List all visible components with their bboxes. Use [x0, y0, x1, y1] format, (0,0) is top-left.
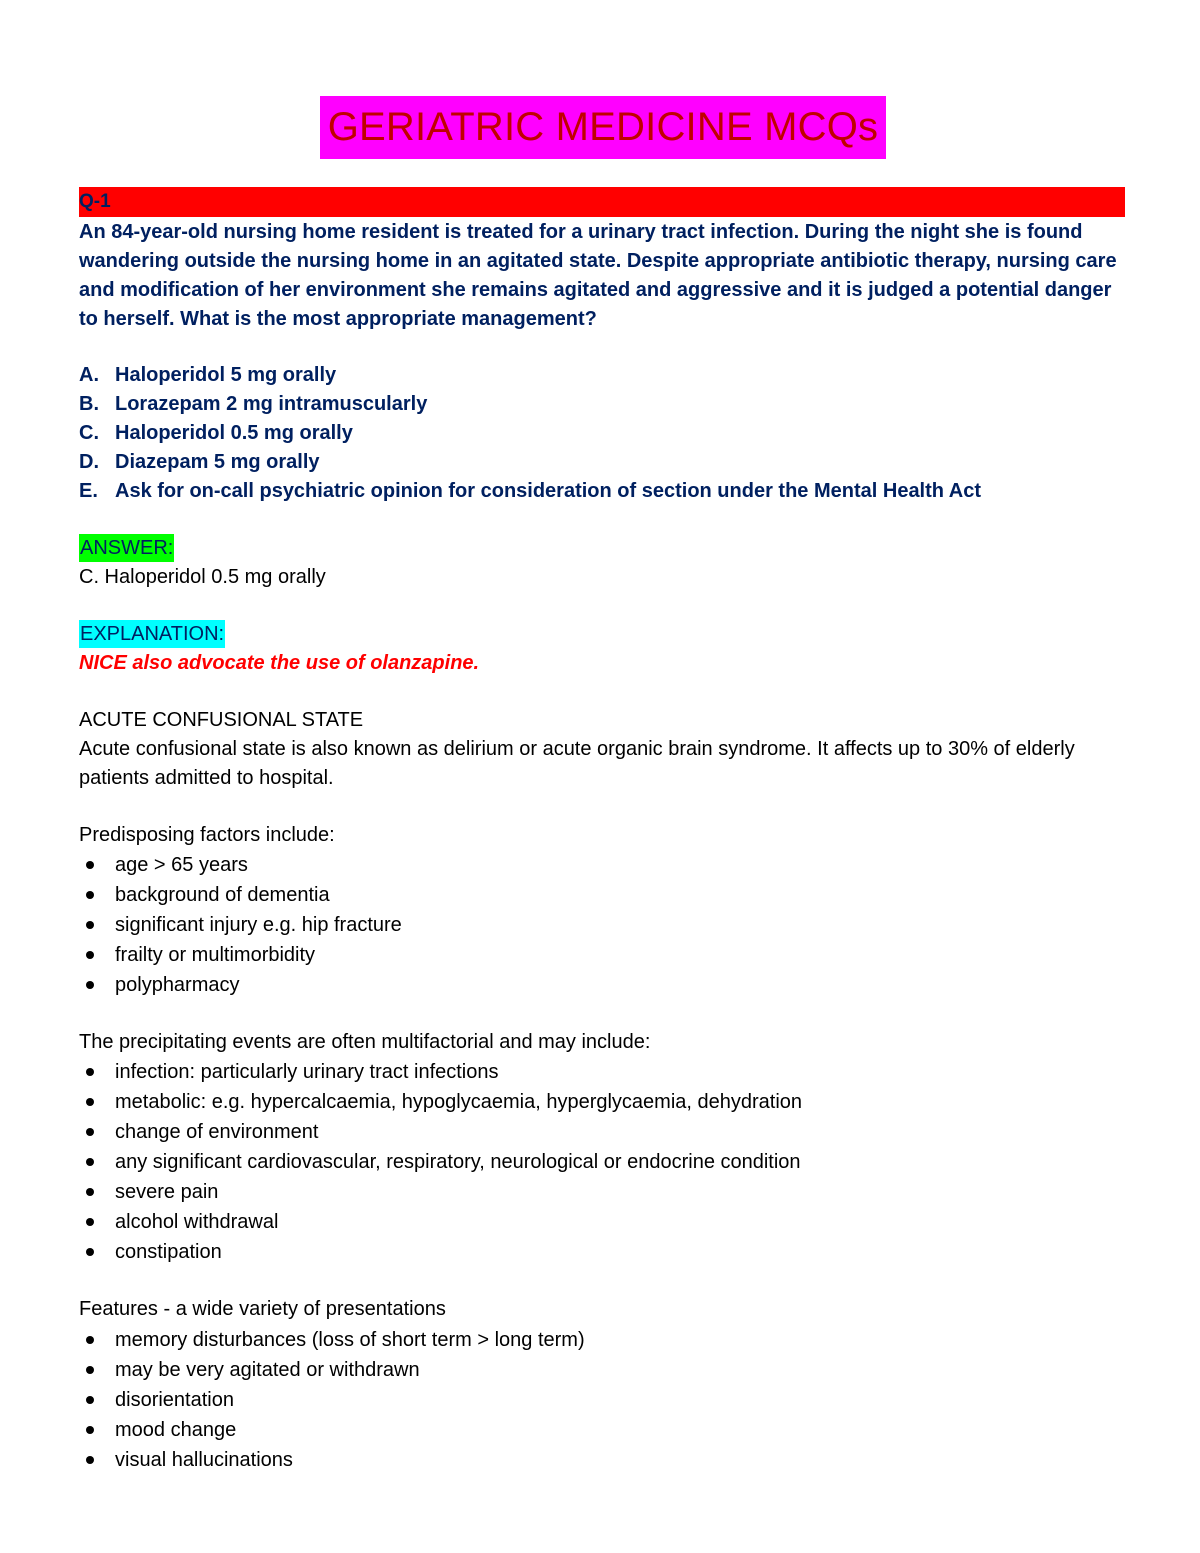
list-item — [79, 1237, 802, 1267]
bullet-icon — [86, 1098, 94, 1106]
answer-text: C. Haloperidol 0.5 mg orally — [79, 566, 326, 588]
list-item — [79, 1117, 802, 1147]
precipitating-title: The precipitating events are often multifactorial and may include: — [79, 1031, 651, 1053]
option-c — [79, 419, 1125, 448]
list-item-text: constipation — [115, 1241, 222, 1263]
option-letter: A. — [79, 364, 99, 386]
bullet-icon — [86, 981, 94, 989]
bullet-icon — [86, 1158, 94, 1166]
bullet-icon — [86, 1188, 94, 1196]
option-letter: E. — [79, 480, 98, 502]
option-letter: C. — [79, 422, 99, 444]
list-item — [79, 1445, 585, 1475]
list-item-text: change of environment — [115, 1121, 319, 1143]
list-item — [79, 1177, 802, 1207]
option-text: Haloperidol 5 mg orally — [115, 364, 337, 386]
option-letter: D. — [79, 451, 99, 473]
bullet-icon — [86, 1128, 94, 1136]
bullet-icon — [86, 891, 94, 899]
list-item — [79, 880, 402, 910]
option-e — [79, 477, 1125, 506]
page-title: GERIATRIC MEDICINE MCQs — [320, 96, 887, 159]
list-item-text: mood change — [115, 1419, 237, 1441]
option-b — [79, 390, 1125, 419]
question-number-bar: Q-1 — [79, 187, 1125, 217]
list-item-text: significant injury e.g. hip fracture — [115, 914, 402, 936]
list-item-text: alcohol withdrawal — [115, 1211, 279, 1233]
list-item — [79, 1325, 585, 1355]
bullet-icon — [86, 1456, 94, 1464]
list-item-text: disorientation — [115, 1389, 234, 1411]
explanation-label: EXPLANATION: — [79, 620, 225, 648]
answer-label: ANSWER: — [79, 534, 174, 562]
option-text: Diazepam 5 mg orally — [115, 451, 320, 473]
list-item-text: polypharmacy — [115, 974, 240, 996]
question-text: An 84-year-old nursing home resident is treated for a urinary tract infection. During the night she is found wandering outside the nursing home in an agitated state. Despite appropriate antibiotic therapy, nursing care and modification of her environment she remains agitated and aggressive and it is judged a potential danger to herself. What is the most appropriate management? — [79, 221, 1117, 330]
list-item — [79, 940, 402, 970]
predisposing-title: Predisposing factors include: — [79, 824, 335, 846]
section-heading: ACUTE CONFUSIONAL STATE — [79, 709, 364, 731]
features-list — [79, 1325, 585, 1475]
list-item-text: any significant cardiovascular, respiratory, neurological or endocrine condition — [115, 1151, 801, 1173]
precipitating-list — [79, 1057, 802, 1267]
bullet-icon — [86, 951, 94, 959]
bullet-icon — [86, 861, 94, 869]
list-item — [79, 1147, 802, 1177]
explanation-text: NICE also advocate the use of olanzapine. — [79, 652, 480, 674]
bullet-icon — [86, 1396, 94, 1404]
list-item-text: visual hallucinations — [115, 1449, 293, 1471]
list-item — [79, 1385, 585, 1415]
bullet-icon — [86, 1366, 94, 1374]
list-item — [79, 1057, 802, 1087]
list-item — [79, 910, 402, 940]
option-text: Haloperidol 0.5 mg orally — [115, 422, 353, 444]
bullet-icon — [86, 1218, 94, 1226]
list-item-text: frailty or multimorbidity — [115, 944, 316, 966]
bullet-icon — [86, 1426, 94, 1434]
bullet-icon — [86, 1248, 94, 1256]
list-item — [79, 1415, 585, 1445]
bullet-icon — [86, 1068, 94, 1076]
bullet-icon — [86, 1336, 94, 1344]
option-d — [79, 448, 1125, 477]
option-letter: B. — [79, 393, 99, 415]
answer-options — [79, 361, 1125, 506]
list-item — [79, 850, 402, 880]
section-intro: Acute confusional state is also known as delirium or acute organic brain syndrome. It affects up to 30% of elderly patients admitted to hospital. — [79, 738, 1075, 789]
option-text: Ask for on-call psychiatric opinion for consideration of section under the Mental Health Act — [115, 480, 982, 502]
list-item-text: infection: particularly urinary tract infections — [115, 1061, 499, 1083]
list-item — [79, 1207, 802, 1237]
list-item — [79, 1087, 802, 1117]
predisposing-list — [79, 850, 402, 1000]
list-item — [79, 1355, 585, 1385]
option-a — [79, 361, 1125, 390]
features-title: Features - a wide variety of presentations — [79, 1298, 446, 1320]
list-item-text: age > 65 years — [115, 854, 248, 876]
list-item-text: severe pain — [115, 1181, 219, 1203]
list-item-text: memory disturbances (loss of short term > long term) — [115, 1329, 585, 1351]
bullet-icon — [86, 921, 94, 929]
option-text: Lorazepam 2 mg intramuscularly — [115, 393, 428, 415]
list-item-text: metabolic: e.g. hypercalcaemia, hypoglycaemia, hyperglycaemia, dehydration — [115, 1091, 803, 1113]
list-item-text: background of dementia — [115, 884, 330, 906]
list-item-text: may be very agitated or withdrawn — [115, 1359, 420, 1381]
list-item — [79, 970, 402, 1000]
title-container — [79, 96, 1127, 159]
